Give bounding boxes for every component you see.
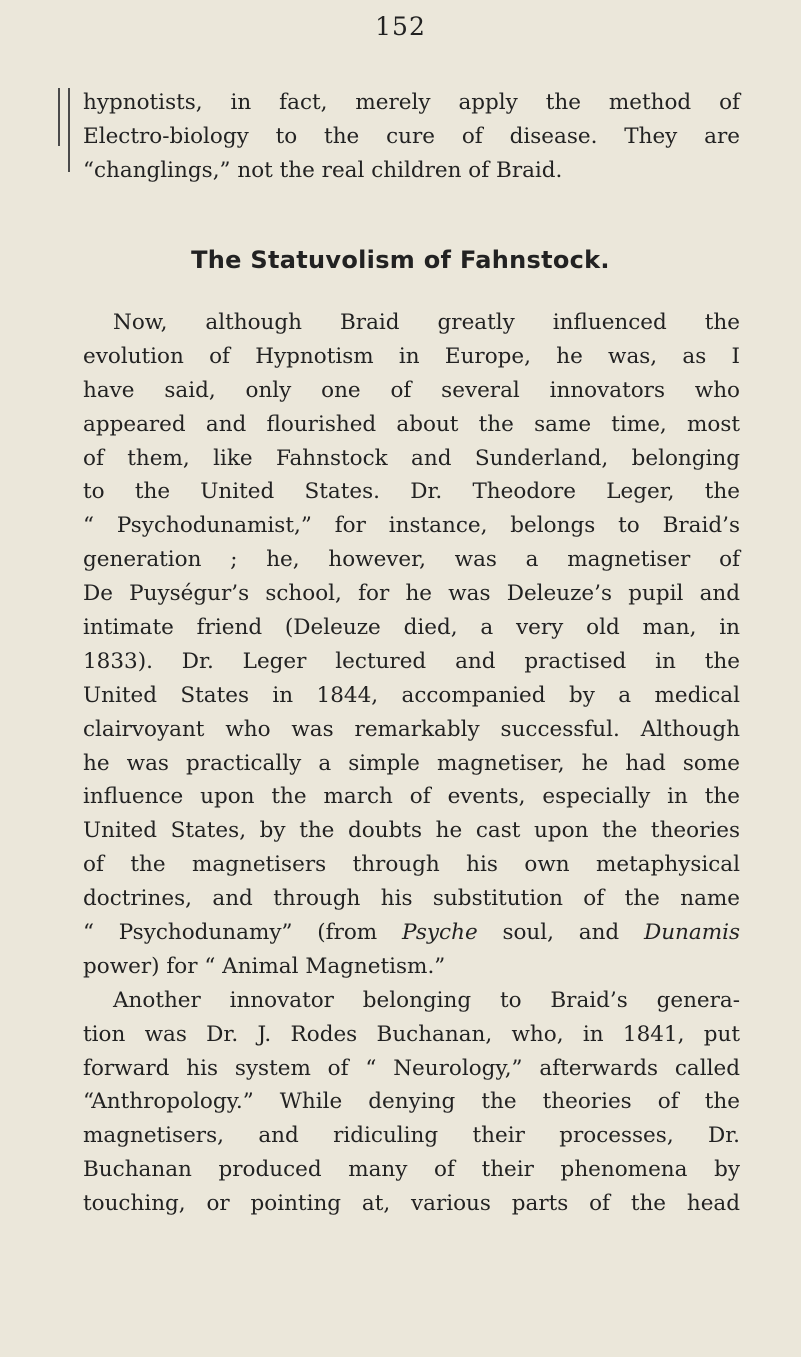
text-line: Electro-biology to the cure of disease. They are	[83, 123, 740, 149]
text-line: “ Psychodunamist,” for instance, belongs to Braid’s	[83, 513, 740, 539]
page-number: 152	[375, 12, 426, 41]
text-line: of them, like Fahnstock and Sunderland, belonging	[83, 445, 740, 471]
text-line: he was practically a simple magnetiser, he had some	[83, 750, 740, 776]
text-line: of the magnetisers through his own metaphysical	[83, 852, 740, 878]
text-line: magnetisers, and ridiculing their processes, Dr.	[83, 1123, 740, 1149]
text-fragment: “ Psychodunamy” (from	[83, 920, 402, 946]
text-line: Now, although Braid greatly influenced the	[113, 310, 740, 335]
text-line: 1833). Dr. Leger lectured and practised in the	[83, 648, 740, 674]
text-line: tion was Dr. J. Rodes Buchanan, who, in 1841, put	[83, 1021, 740, 1047]
text-line: to the United States. Dr. Theodore Leger, the	[83, 479, 740, 505]
text-line: power) for “ Animal Magnetism.”	[83, 953, 446, 979]
text-line	[83, 916, 740, 950]
text-line: appeared and flourished about the same time, most	[83, 411, 740, 437]
text-line: “Anthropology.” While denying the theories of the	[83, 1089, 740, 1115]
text-line: forward his system of “ Neurology,” afterwards called	[83, 1055, 740, 1081]
margin-rule-right	[68, 88, 70, 172]
text-line: have said, only one of several innovators who	[83, 377, 740, 403]
italic-term-dunamis: Dunamis	[643, 920, 741, 946]
text-line: Another innovator belonging to Braid’s genera-	[113, 987, 740, 1013]
text-line: doctrines, and through his substitution of the name	[83, 886, 740, 912]
text-fragment: soul, and	[477, 920, 644, 946]
text-line: United States in 1844, accompanied by a medical	[83, 682, 740, 708]
text-line: De Puységur’s school, for he was Deleuze’s pupil and	[83, 581, 740, 607]
text-line: “changlings,” not the real children of Braid.	[83, 157, 563, 183]
text-line: evolution of Hypnotism in Europe, he was, as I	[83, 343, 740, 369]
text-line: generation ; he, however, was a magnetiser of	[83, 547, 740, 573]
margin-rule-left	[58, 88, 60, 146]
text-line: influence upon the march of events, especially in the	[83, 784, 740, 810]
text-line: clairvoyant who was remarkably successful. Although	[83, 716, 740, 742]
text-line: Buchanan produced many of their phenomena by	[83, 1157, 740, 1183]
body-text	[83, 306, 740, 1221]
section-heading: The Statuvolism of Fahnstock.	[191, 246, 610, 274]
italic-term-psyche: Psyche	[401, 920, 478, 946]
text-line: touching, or pointing at, various parts of the head	[83, 1191, 740, 1217]
text-line: intimate friend (Deleuze died, a very old man, in	[83, 615, 740, 641]
text-line: hypnotists, in fact, merely apply the method of	[83, 90, 740, 115]
text-line: United States, by the doubts he cast upon the theories	[83, 818, 740, 844]
opening-text	[83, 86, 740, 188]
